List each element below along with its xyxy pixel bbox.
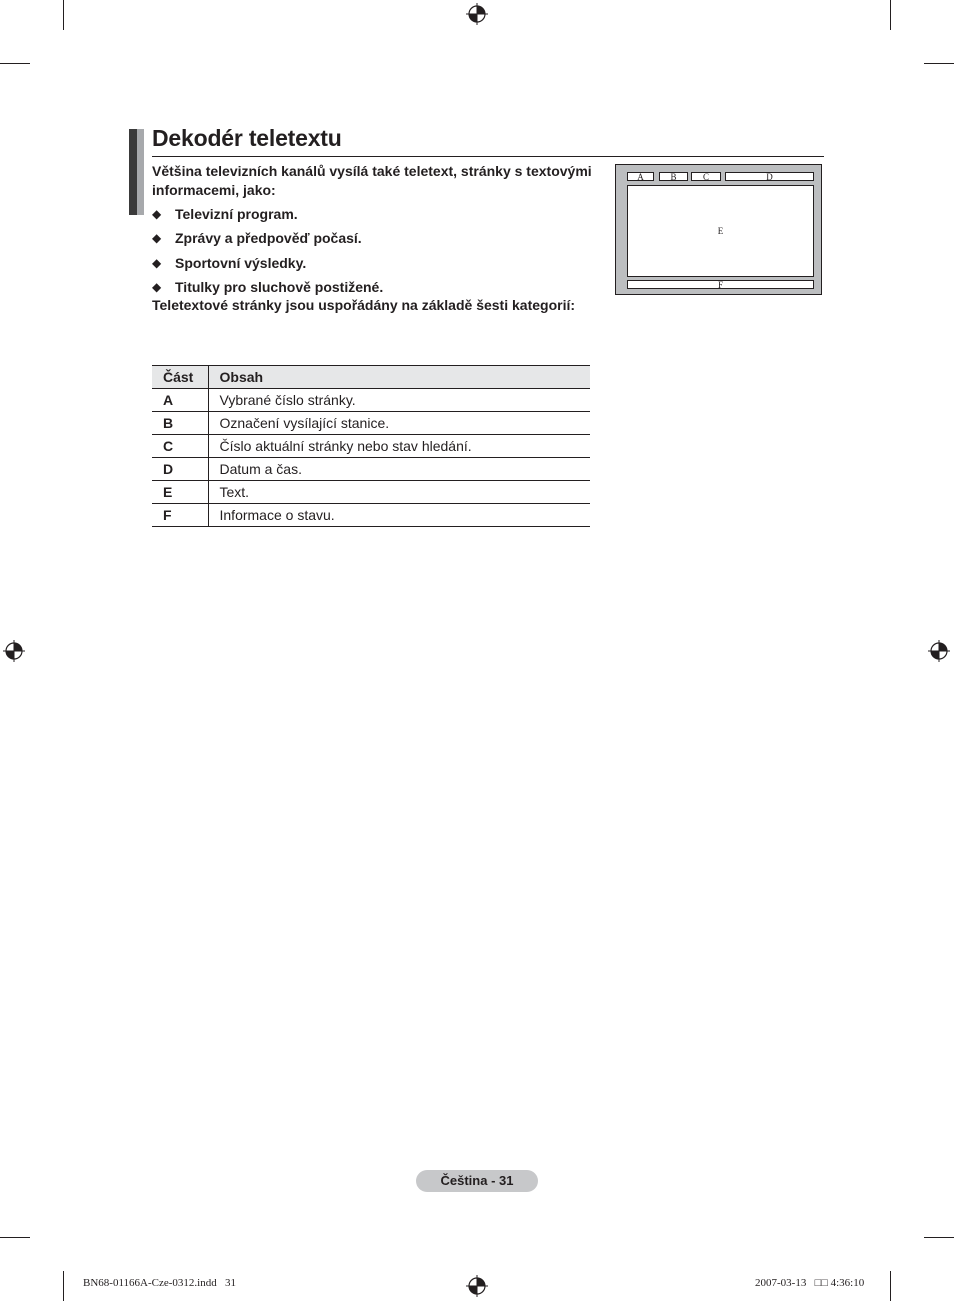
- file-slug: BN68-01166A-Cze-0312.indd 31: [83, 1277, 236, 1289]
- table-cell-content: Číslo aktuální stránky nebo stav hledání.: [208, 435, 590, 458]
- table-header-row: [152, 366, 590, 389]
- date-slug: 2007-03-13 □□ 4:36:10: [755, 1277, 865, 1289]
- table-row: [152, 435, 590, 458]
- crop-mark: [890, 1271, 891, 1301]
- registration-mark-icon: [466, 1275, 488, 1297]
- table-cell-part: D: [152, 458, 208, 481]
- table-cell-content: Informace o stavu.: [208, 504, 590, 527]
- table-cell-content: Vybrané číslo stránky.: [208, 389, 590, 412]
- list-item-text: Sportovní výsledky.: [175, 254, 307, 271]
- diamond-bullet-icon: ◆: [152, 279, 162, 294]
- page-title: Dekodér teletextu: [152, 125, 342, 151]
- diagram-area-e: E: [627, 185, 814, 277]
- diagram-area-d: D: [725, 172, 814, 181]
- list-item: [152, 230, 383, 254]
- table-row: [152, 458, 590, 481]
- title-accent-bar: [129, 129, 137, 215]
- teletext-layout-diagram: [615, 164, 822, 295]
- table-cell-content: Text.: [208, 481, 590, 504]
- table-row: [152, 504, 590, 527]
- registration-mark-icon: [928, 640, 950, 662]
- table-cell-content: Označení vysílající stanice.: [208, 412, 590, 435]
- crop-mark: [63, 1271, 64, 1301]
- diagram-area-b: B: [659, 172, 688, 181]
- crop-mark: [63, 0, 64, 30]
- diagram-area-c: C: [691, 172, 721, 181]
- categories-table: [152, 365, 590, 527]
- table-cell-part: A: [152, 389, 208, 412]
- outro-paragraph: Teletextové stránky jsou uspořádány na základě šesti kategorií:: [152, 297, 576, 313]
- diagram-area-f: F: [627, 280, 814, 289]
- crop-mark: [0, 63, 30, 64]
- table-cell-content: Datum a čas.: [208, 458, 590, 481]
- list-item-text: Zprávy a předpověď počasí.: [175, 230, 362, 247]
- column-header-part: Část: [152, 366, 208, 389]
- registration-mark-icon: [466, 3, 488, 25]
- list-item: [152, 255, 383, 279]
- table-row: [152, 389, 590, 412]
- list-item-text: Titulky pro sluchově postižené.: [175, 278, 384, 295]
- table-cell-part: F: [152, 504, 208, 527]
- diamond-bullet-icon: ◆: [152, 231, 162, 246]
- table-row: [152, 412, 590, 435]
- table-cell-part: C: [152, 435, 208, 458]
- crop-mark: [924, 1237, 954, 1238]
- page-number-badge: Čeština - 31: [416, 1170, 538, 1192]
- crop-mark: [924, 63, 954, 64]
- crop-mark: [890, 0, 891, 30]
- table-cell-part: E: [152, 481, 208, 504]
- title-accent-bar: [137, 129, 144, 215]
- diamond-bullet-icon: ◆: [152, 255, 162, 270]
- table-row: [152, 481, 590, 504]
- list-item-text: Televizní program.: [175, 206, 298, 222]
- crop-mark: [0, 1237, 30, 1238]
- registration-mark-icon: [3, 640, 25, 662]
- diagram-area-a: A: [627, 172, 654, 181]
- diamond-bullet-icon: ◆: [152, 207, 162, 221]
- title-divider: [152, 156, 824, 157]
- bullet-list: [152, 206, 383, 303]
- list-item: [152, 206, 383, 230]
- column-header-content: Obsah: [208, 366, 590, 389]
- table-cell-part: B: [152, 412, 208, 435]
- intro-paragraph: Většina televizních kanálů vysílá také teletext, stránky s textovými informacemi, jako:: [152, 163, 592, 198]
